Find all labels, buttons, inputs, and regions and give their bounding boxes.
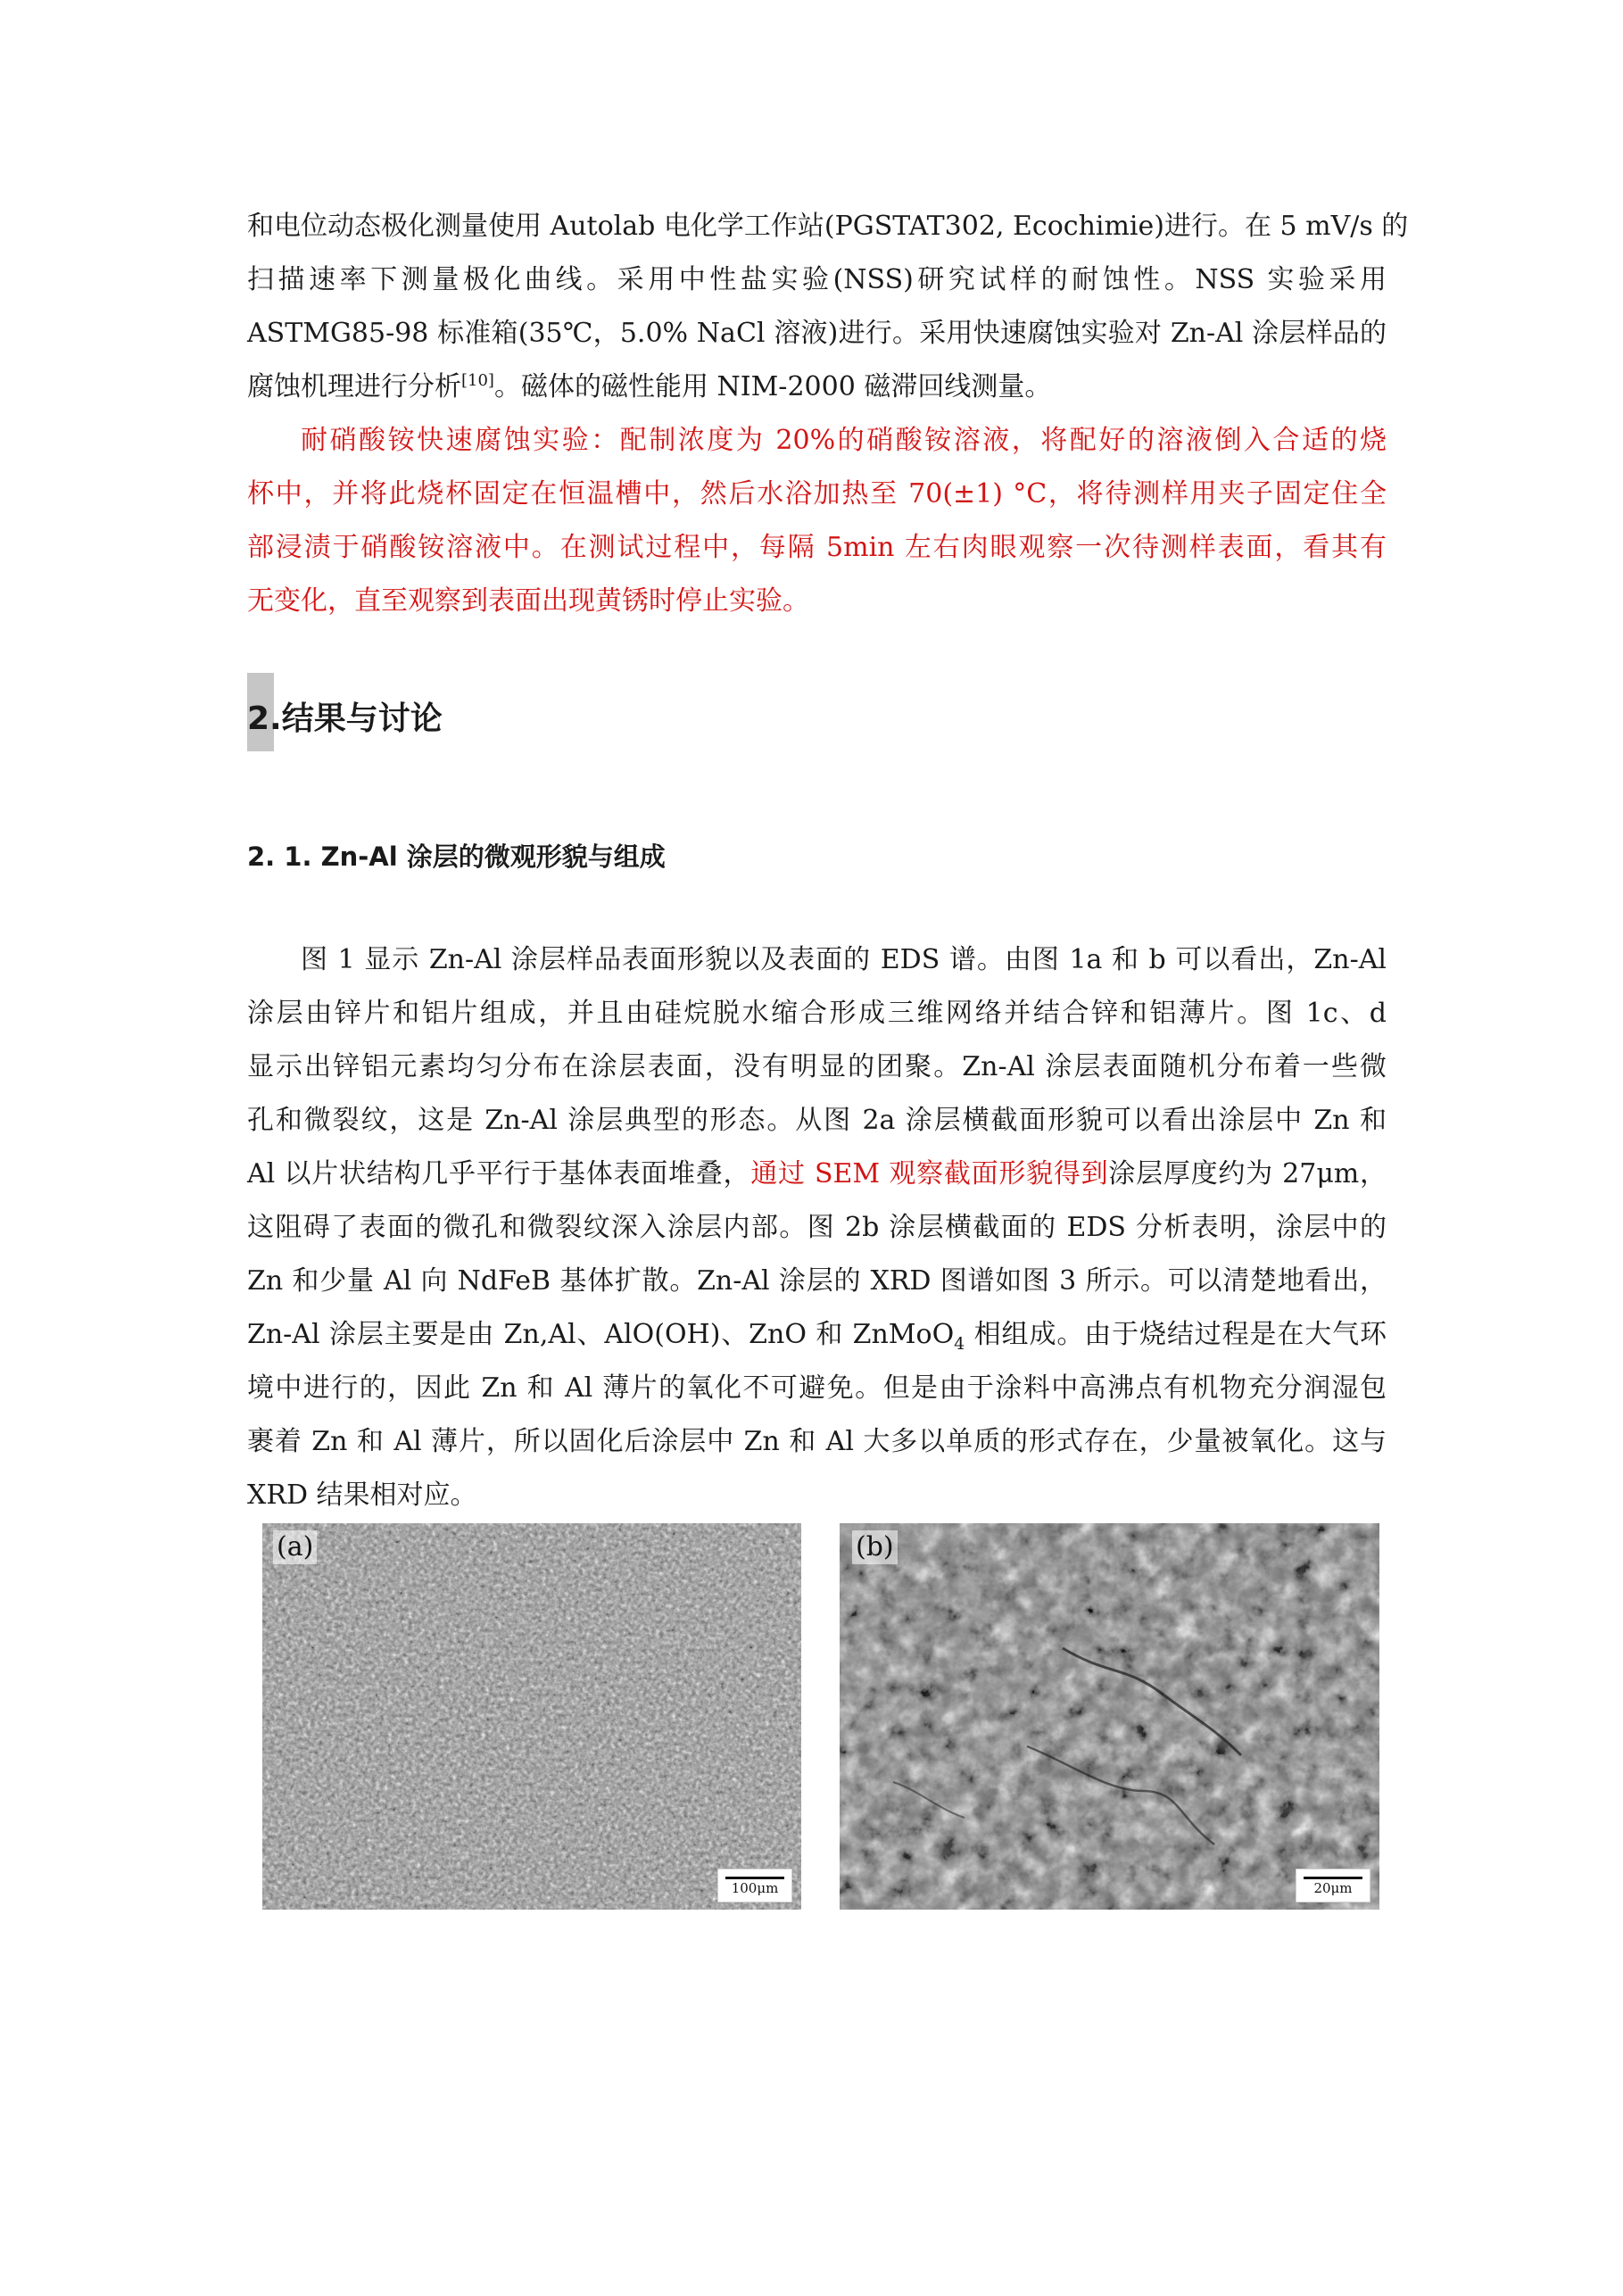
text-line: 孔和微裂纹，这是 Zn-Al 涂层典型的形态。从图 2a 涂层横截面形貌可以看出涂层中 Zn 和	[247, 1105, 1387, 1136]
sem-texture-b	[840, 1523, 1379, 1910]
text-line: 扫描速率下测量极化曲线。采用中性盐实验(NSS)研究试样的耐蚀性。NSS 实验采用	[247, 264, 1387, 295]
text-run: Zn-Al 涂层主要是由 Zn,Al、AlO(OH)、ZnO 和 ZnMoO	[247, 1319, 955, 1350]
scale-bar-line	[725, 1877, 784, 1879]
text-line	[247, 1308, 1387, 1362]
text-line: 境中进行的，因此 Zn 和 Al 薄片的氧化不可避免。但是由于涂料中高沸点有机物充分润湿包	[247, 1372, 1387, 1404]
text-line: 涂层由锌片和铝片组成，并且由硅烷脱水缩合形成三维网络并结合锌和铝薄片。图 1c、d	[247, 998, 1387, 1029]
paragraph-methods	[247, 200, 1409, 414]
text-line: 裹着 Zn 和 Al 薄片，所以固化后涂层中 Zn 和 Al 大多以单质的形式存在，少量被氧化。这与	[247, 1426, 1387, 1457]
text-line: 显示出锌铝元素均匀分布在涂层表面，没有明显的团聚。Zn-Al 涂层表面随机分布着一些微	[247, 1051, 1387, 1082]
text-line: Zn 和少量 Al 向 NdFeB 基体扩散。Zn-Al 涂层的 XRD 图谱如图 3 所示。可以清楚地看出，	[247, 1265, 1387, 1297]
text-run: 。磁体的磁性能用 NIM-2000 磁滞回线测量。	[493, 371, 1052, 402]
text-line: 这阻碍了表面的微孔和微裂纹深入涂层内部。图 2b 涂层横截面的 EDS 分析表明，涂层中的	[247, 1212, 1387, 1243]
scale-bar-label: 100μm	[731, 1880, 779, 1896]
text-line	[247, 361, 1387, 414]
text-run: 相组成。由于烧结过程是在大气环	[965, 1319, 1387, 1350]
text-line: 耐硝酸铵快速腐蚀实验：配制浓度为 20%的硝酸铵溶液，将配好的溶液倒入合适的烧	[301, 425, 1387, 456]
scale-bar-line	[1304, 1877, 1362, 1879]
text-run: 腐蚀机理进行分析	[247, 371, 461, 402]
text-line: 部浸渍于硝酸铵溶液中。在测试过程中，每隔 5min 左右肉眼观察一次待测样表面，看其有	[247, 532, 1387, 563]
sem-micrograph-a	[262, 1523, 801, 1910]
text-line: 无变化，直至观察到表面出现黄锈时停止实验。	[247, 585, 809, 617]
text-line: 和电位动态极化测量使用 Autolab 电化学工作站(PGSTAT302, Ecochimie)进行。在 5 mV/s 的	[247, 211, 1409, 242]
text-line	[247, 1148, 1387, 1201]
section-heading: 2.结果与讨论	[247, 700, 443, 737]
scale-bar	[1296, 1869, 1370, 1902]
scale-bar	[717, 1869, 792, 1902]
text-line: 图 1 显示 Zn-Al 涂层样品表面形貌以及表面的 EDS 谱。由图 1a 和 b 可以看出，Zn-Al	[301, 944, 1387, 975]
text-run: 涂层厚度约为 27μm，	[1108, 1158, 1387, 1189]
scale-bar-label: 20μm	[1313, 1880, 1353, 1896]
sem-texture-a	[262, 1523, 801, 1910]
subscript: 4	[954, 1334, 965, 1354]
paragraph-results	[247, 933, 1387, 1522]
text-line: 杯中，并将此烧杯固定在恒温槽中，然后水浴加热至 70(±1) °C，将待测样用夹子固定住全	[247, 478, 1387, 510]
text-line: XRD 结果相对应。	[247, 1480, 477, 1511]
figure-label: (b)	[852, 1530, 898, 1564]
text-run: Al 以片状结构几乎平行于基体表面堆叠，	[247, 1158, 751, 1189]
text-line: ASTMG85-98 标准箱(35℃，5.0% NaCl 溶液)进行。采用快速腐蚀实验对 Zn-Al 涂层样品的	[247, 318, 1387, 349]
highlighted-text: 通过 SEM 观察截面形貌得到	[750, 1158, 1109, 1189]
paragraph-corrosion-test	[247, 414, 1387, 628]
figure-label: (a)	[273, 1530, 317, 1564]
sem-micrograph-b	[840, 1523, 1379, 1910]
citation-ref: [10]	[461, 371, 494, 390]
subsection-heading: 2. 1. Zn-Al 涂层的微观形貌与组成	[247, 841, 666, 872]
